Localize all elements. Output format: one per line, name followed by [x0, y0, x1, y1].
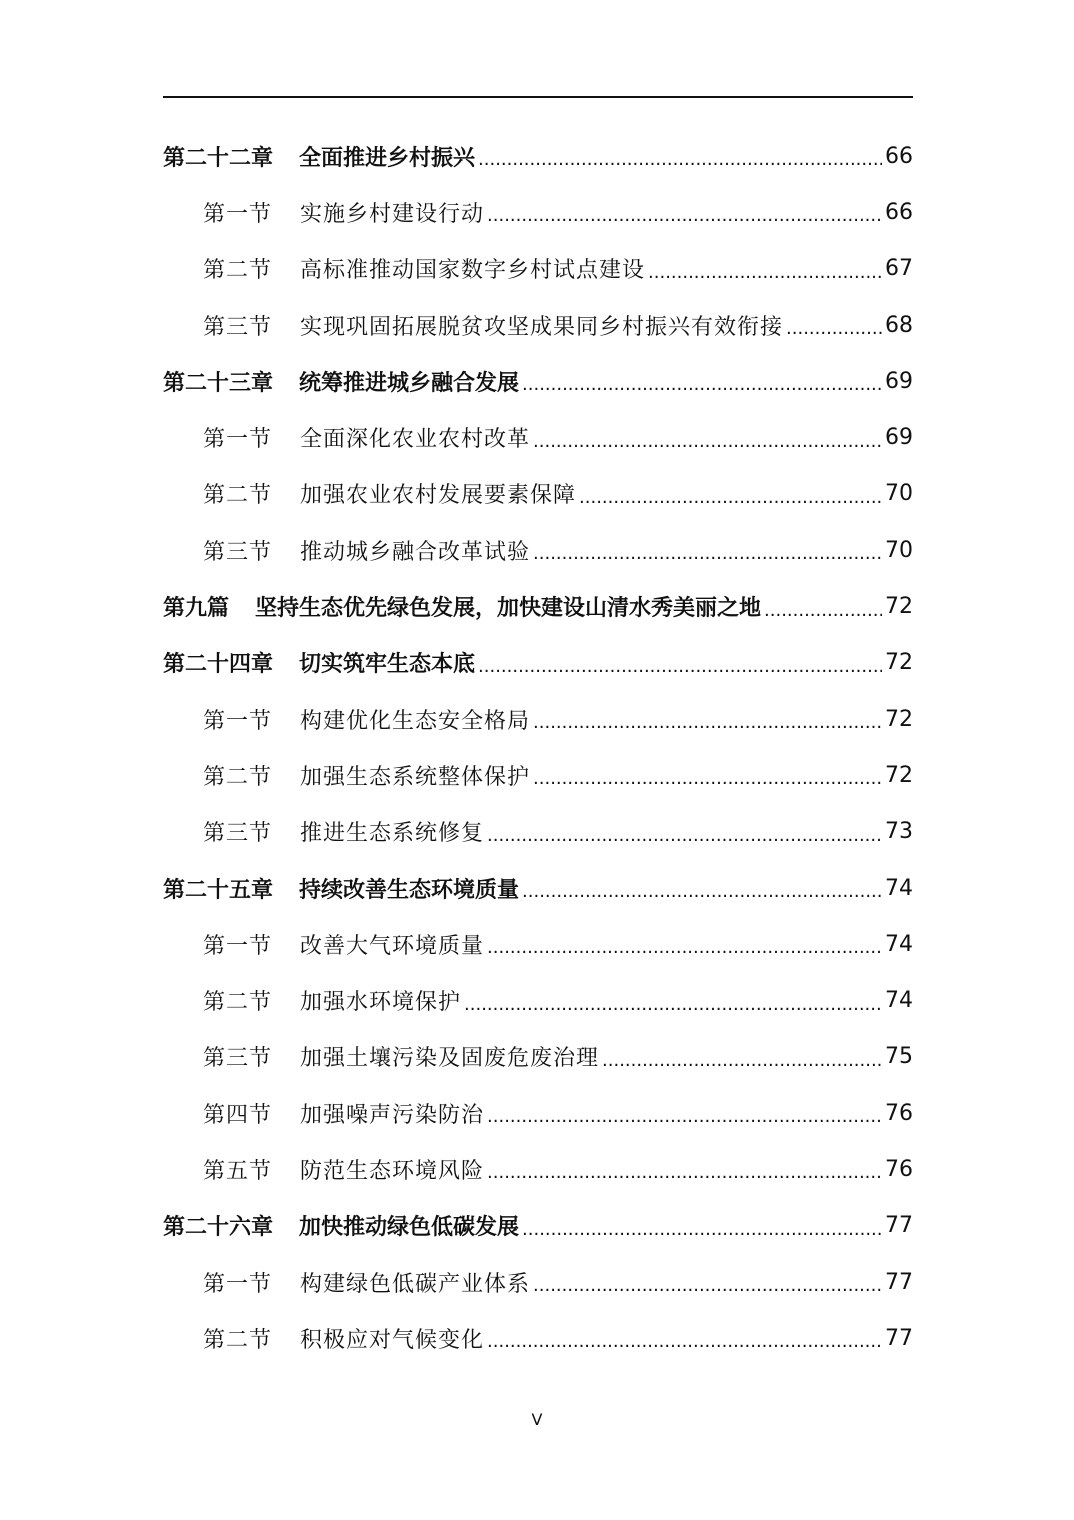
toc-dot-leader [487, 932, 882, 956]
toc-dot-leader [487, 1326, 882, 1350]
toc-entry-section[interactable] [163, 916, 913, 972]
toc-entry-section[interactable] [163, 297, 913, 353]
toc-entry-number: 第四节 [203, 1102, 273, 1128]
toc-entry-section[interactable] [163, 241, 913, 297]
toc-entry-section[interactable] [163, 184, 913, 240]
toc-entry-title: 加强噪声污染防治 [300, 1102, 485, 1128]
toc-entry-number: 第二十二章 [163, 145, 274, 171]
toc-dot-leader [764, 595, 882, 619]
toc-page-number: 76 [885, 1100, 913, 1126]
toc-entry-chapter[interactable] [163, 578, 913, 634]
toc-page-number: 74 [885, 875, 913, 901]
toc-entry-title: 加强土壤污染及固废危废治理 [300, 1046, 600, 1072]
toc-dot-leader [533, 707, 882, 731]
toc-entry-number: 第二节 [203, 258, 273, 284]
toc-entry-number: 第一节 [203, 1271, 273, 1297]
toc-page-number: 74 [885, 988, 913, 1014]
toc-entry-chapter[interactable] [163, 353, 913, 409]
toc-entry-title: 推动城乡融合改革试验 [300, 539, 531, 565]
toc-entry-chapter[interactable] [163, 1198, 913, 1254]
toc-entry-section[interactable] [163, 1254, 913, 1310]
toc-page-number: 70 [885, 481, 913, 507]
toc-entry-section[interactable] [163, 972, 913, 1028]
toc-page-number: 69 [885, 425, 913, 451]
toc-dot-leader [522, 876, 882, 900]
toc-entry-number: 第五节 [203, 1158, 273, 1184]
page-number: V [531, 1410, 543, 1429]
toc-dot-leader [464, 989, 882, 1013]
toc-entry-section[interactable] [163, 522, 913, 578]
toc-entry-title: 坚持生态优先绿色发展，加快建设山清水秀美丽之地 [255, 596, 762, 622]
toc-page-number: 68 [885, 312, 913, 338]
toc-page-number: 72 [885, 594, 913, 620]
toc-entry-chapter[interactable] [163, 635, 913, 691]
toc-entry-title: 构建绿色低碳产业体系 [300, 1271, 531, 1297]
toc-entry-title: 积极应对气候变化 [300, 1327, 485, 1353]
toc-entry-title: 统筹推进城乡融合发展 [299, 370, 520, 396]
toc-entry-title: 全面推进乡村振兴 [299, 145, 476, 171]
toc-entry-title: 持续改善生态环境质量 [299, 877, 520, 903]
toc-entry-chapter[interactable] [163, 860, 913, 916]
toc-dot-leader [533, 426, 882, 450]
toc-dot-leader [533, 1270, 882, 1294]
toc-dot-leader [579, 482, 882, 506]
toc-entry-section[interactable] [163, 1141, 913, 1197]
toc-entry-number: 第三节 [203, 1046, 273, 1072]
toc-entry-title: 全面深化农业农村改革 [300, 427, 531, 453]
toc-dot-leader [786, 313, 882, 337]
toc-page-number: 66 [885, 143, 913, 169]
toc-page-number: 72 [885, 650, 913, 676]
toc-dot-leader [487, 1101, 882, 1125]
toc-entry-title: 防范生态环境风险 [300, 1158, 485, 1184]
toc-entry-number: 第二节 [203, 764, 273, 790]
toc-entry-title: 推进生态系统修复 [300, 821, 485, 847]
toc-entry-title: 实现巩固拓展脱贫攻坚成果同乡村振兴有效衔接 [300, 314, 784, 340]
toc-page-number: 69 [885, 368, 913, 394]
toc-entry-number: 第九篇 [163, 596, 230, 622]
toc-dot-leader [522, 1214, 882, 1238]
toc-entry-section[interactable] [163, 1310, 913, 1366]
toc-entry-title: 加强生态系统整体保护 [300, 764, 531, 790]
toc-entry-section[interactable] [163, 409, 913, 465]
toc-entry-number: 第三节 [203, 821, 273, 847]
toc-entry-title: 实施乡村建设行动 [300, 201, 485, 227]
toc-entry-number: 第一节 [203, 708, 273, 734]
toc-dot-leader [487, 820, 882, 844]
toc-entry-number: 第二十五章 [163, 877, 274, 903]
toc-dot-leader [602, 1045, 882, 1069]
toc-page-number: 67 [885, 256, 913, 282]
toc-dot-leader [533, 763, 882, 787]
toc-page-number: 66 [885, 199, 913, 225]
toc-entry-number: 第二十三章 [163, 370, 274, 396]
toc-page-number: 70 [885, 537, 913, 563]
toc-entry-number: 第一节 [203, 201, 273, 227]
toc-page-number: 74 [885, 931, 913, 957]
toc-entry-number: 第一节 [203, 427, 273, 453]
toc-dot-leader [487, 1157, 882, 1181]
toc-page-number: 72 [885, 762, 913, 788]
toc-entry-number: 第二节 [203, 990, 273, 1016]
toc-page-number: 76 [885, 1156, 913, 1182]
toc-dot-leader [478, 651, 882, 675]
table-of-contents [163, 128, 913, 1367]
toc-entry-title: 高标准推动国家数字乡村试点建设 [300, 258, 646, 284]
toc-entry-number: 第二十六章 [163, 1215, 274, 1241]
toc-entry-title: 加快推动绿色低碳发展 [299, 1215, 520, 1241]
toc-page-number: 73 [885, 819, 913, 845]
toc-entry-section[interactable] [163, 804, 913, 860]
toc-page-number: 77 [885, 1269, 913, 1295]
toc-entry-number: 第三节 [203, 314, 273, 340]
toc-entry-title: 构建优化生态安全格局 [300, 708, 531, 734]
toc-entry-number: 第二十四章 [163, 652, 274, 678]
toc-page-number: 77 [885, 1213, 913, 1239]
toc-dot-leader [487, 200, 882, 224]
toc-entry-number: 第二节 [203, 1327, 273, 1353]
toc-dot-leader [533, 538, 882, 562]
toc-page-number: 77 [885, 1325, 913, 1351]
toc-page-number: 72 [885, 706, 913, 732]
toc-entry-number: 第一节 [203, 933, 273, 959]
toc-entry-number: 第三节 [203, 539, 273, 565]
toc-entry-section[interactable] [163, 466, 913, 522]
toc-entry-title: 加强农业农村发展要素保障 [300, 483, 577, 509]
toc-entry-section[interactable] [163, 1029, 913, 1085]
toc-entry-title: 改善大气环境质量 [300, 933, 485, 959]
toc-entry-number: 第二节 [203, 483, 273, 509]
toc-entry-section[interactable] [163, 1085, 913, 1141]
toc-dot-leader [522, 369, 882, 393]
toc-entry-title: 加强水环境保护 [300, 990, 462, 1016]
toc-entry-title: 切实筑牢生态本底 [299, 652, 476, 678]
toc-entry-section[interactable] [163, 691, 913, 747]
toc-dot-leader [648, 257, 882, 281]
header-rule [163, 96, 913, 98]
toc-page-number: 75 [885, 1044, 913, 1070]
toc-entry-section[interactable] [163, 747, 913, 803]
toc-entry-chapter[interactable] [163, 128, 913, 184]
toc-dot-leader [478, 144, 882, 168]
